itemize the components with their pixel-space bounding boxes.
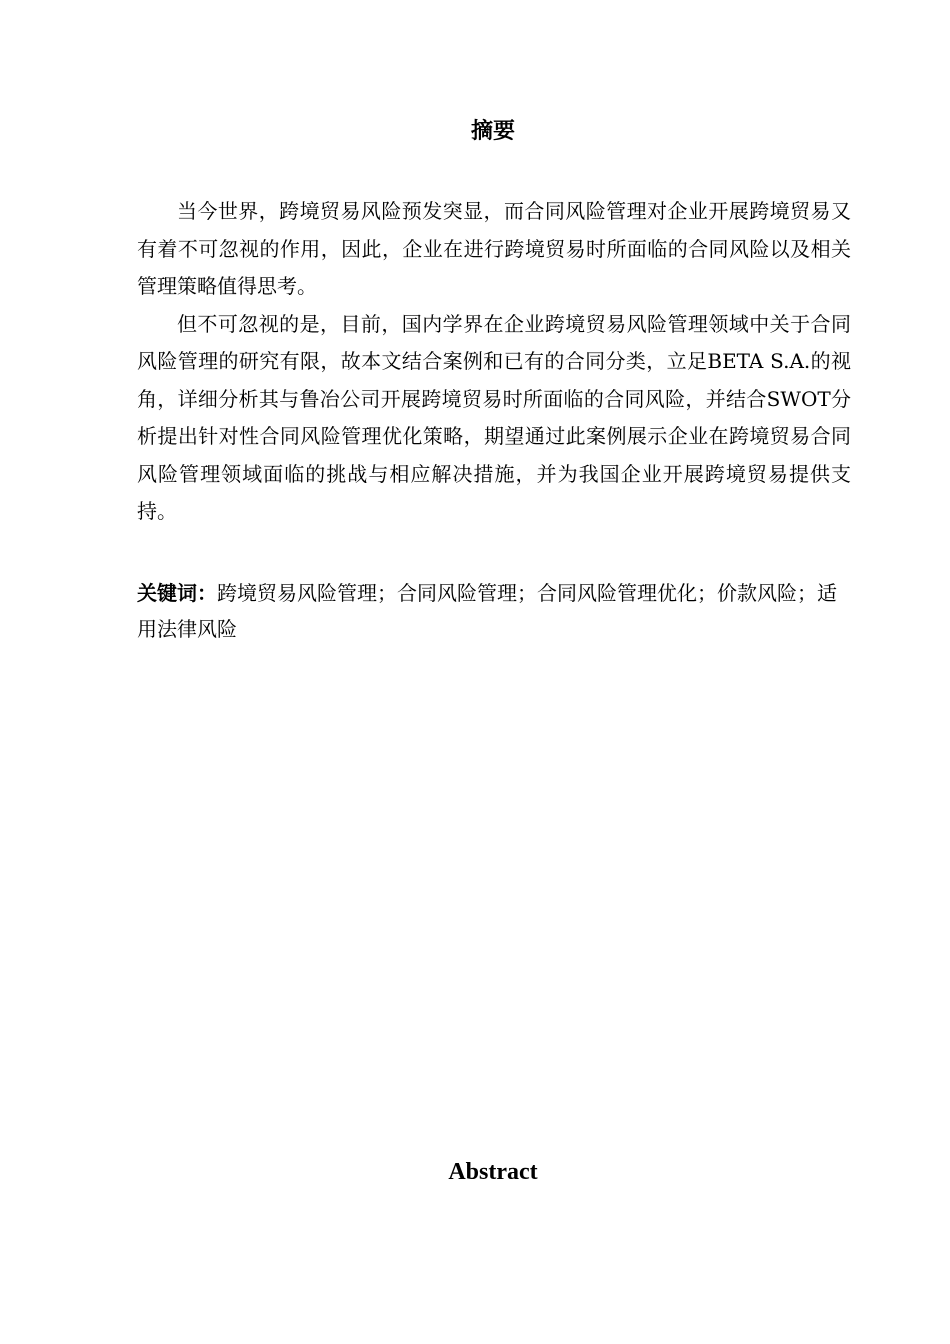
abstract-paragraph-1: 当今世界，跨境贸易风险预发突显，而合同风险管理对企业开展跨境贸易又有着不可忽视的作用，因此，企业在进行跨境贸易时所面临的合同风险以及相关管理策略值得思考。: [137, 199, 851, 298]
keywords-text: 跨境贸易风险管理；合同风险管理；合同风险管理优化；价款风险；适用法律风险: [137, 581, 837, 641]
keywords-line: [137, 575, 851, 647]
keywords-label: 关键词：: [137, 581, 217, 605]
abstract-paragraph-2: 但不可忽视的是，目前，国内学界在企业跨境贸易风险管理领域中关于合同风险管理的研究有限，故本文结合案例和已有的合同分类，立足BETA S.A.的视角，详细分析其与鲁冶公司开展跨境贸易时所面临的合同风险，并结合SWOT分析提出针对性合同风险管理优化策略，期望通过此案例展示企业在跨境贸易合同风险管理领域面临的挑战与相应解决措施，并为我国企业开展跨境贸易提供支持。: [137, 311, 851, 523]
abstract-en-title: Abstract: [448, 1159, 538, 1185]
abstract-cn-title: 摘要: [470, 119, 515, 144]
abstract-cn-body: [137, 193, 851, 531]
